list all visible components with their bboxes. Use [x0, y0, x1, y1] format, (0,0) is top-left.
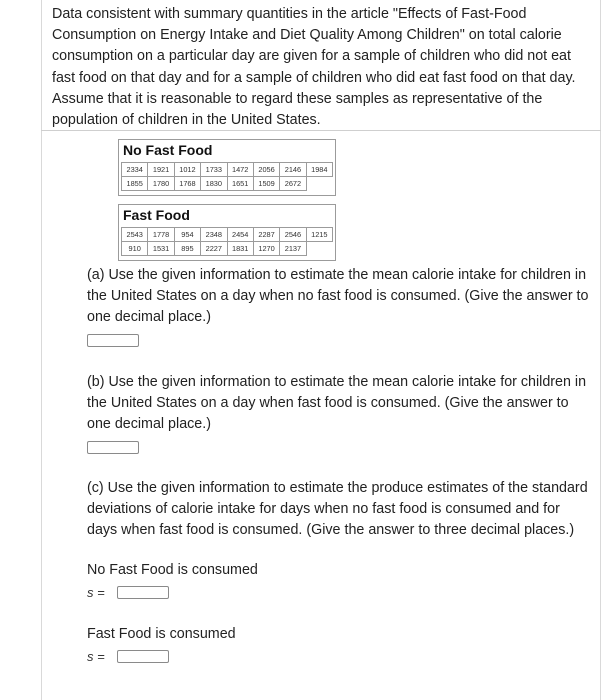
- question-b: (b) Use the given information to estimate the mean calorie intake for children in the United States on a day when fast food is consumed. (Give the answer to one decimal place.): [87, 374, 587, 432]
- table-title: Fast Food: [123, 207, 190, 223]
- no-fast-food-table: [118, 139, 336, 196]
- table-cell: 1831: [228, 242, 254, 256]
- sd-no-fast-food-input[interactable]: [117, 586, 169, 599]
- table-cell: 1733: [201, 163, 227, 177]
- table-cell: 1215: [307, 228, 333, 242]
- table-cell: 1012: [175, 163, 201, 177]
- fast-food-consumed-label: Fast Food is consumed: [87, 626, 236, 642]
- table-cell: 1921: [148, 163, 174, 177]
- table-cell: 1472: [228, 163, 254, 177]
- no-fast-food-consumed-label: No Fast Food is consumed: [87, 562, 258, 578]
- question-c: (c) Use the given information to estimate the produce estimates of the standard deviations of calorie intake for days when no fast food is consumed and for days when fast food is consumed. (Give the answer to three decimal places.): [87, 480, 588, 538]
- table-title: No Fast Food: [123, 142, 213, 158]
- sd-fast-food-input[interactable]: [117, 650, 169, 663]
- table-cell: 1768: [175, 177, 201, 191]
- table-cell: 2146: [280, 163, 306, 177]
- table-cell: 2334: [122, 163, 148, 177]
- s-label: s =: [87, 585, 105, 600]
- table-cell: 895: [175, 242, 201, 256]
- answer-b-input[interactable]: [87, 441, 139, 454]
- table-cell: 1778: [148, 228, 174, 242]
- table-cell: 1509: [254, 177, 280, 191]
- table-cell: 2137: [280, 242, 306, 256]
- question-a: (a) Use the given information to estimate the mean calorie intake for children in the United States on a day when no fast food is consumed. (Give the answer to one decimal place.): [87, 267, 589, 325]
- s-label: s =: [87, 649, 105, 664]
- empty-cell: [307, 177, 333, 190]
- intro-text: Data consistent with summary quantities in the article "Effects of Fast-Food Consumption on Energy Intake and Diet Quality Among Children" on total calorie consumption on a particular day are given for a sample of children who did not eat fast food on that day and for a sample of children who did eat fast food on that day. Assume that it is reasonable to regard these samples as representative of the population of children in the United States.: [52, 6, 576, 129]
- data-grid: [121, 227, 333, 256]
- table-cell: 1830: [201, 177, 227, 191]
- table-cell: 2287: [254, 228, 280, 242]
- table-cell: 2056: [254, 163, 280, 177]
- table-cell: 2348: [201, 228, 227, 242]
- table-cell: 1855: [122, 177, 148, 191]
- fast-food-table: [118, 204, 336, 261]
- table-cell: 2454: [228, 228, 254, 242]
- table-cell: 910: [122, 242, 148, 256]
- table-cell: 1270: [254, 242, 280, 256]
- table-cell: 1984: [307, 163, 333, 177]
- empty-cell: [307, 242, 333, 255]
- table-cell: 2672: [280, 177, 306, 191]
- data-grid: [121, 162, 333, 191]
- table-cell: 2546: [280, 228, 306, 242]
- table-cell: 1651: [228, 177, 254, 191]
- table-cell: 2227: [201, 242, 227, 256]
- table-cell: 1531: [148, 242, 174, 256]
- divider: [41, 130, 601, 131]
- table-cell: 1780: [148, 177, 174, 191]
- table-cell: 2543: [122, 228, 148, 242]
- table-cell: 954: [175, 228, 201, 242]
- answer-a-input[interactable]: [87, 334, 139, 347]
